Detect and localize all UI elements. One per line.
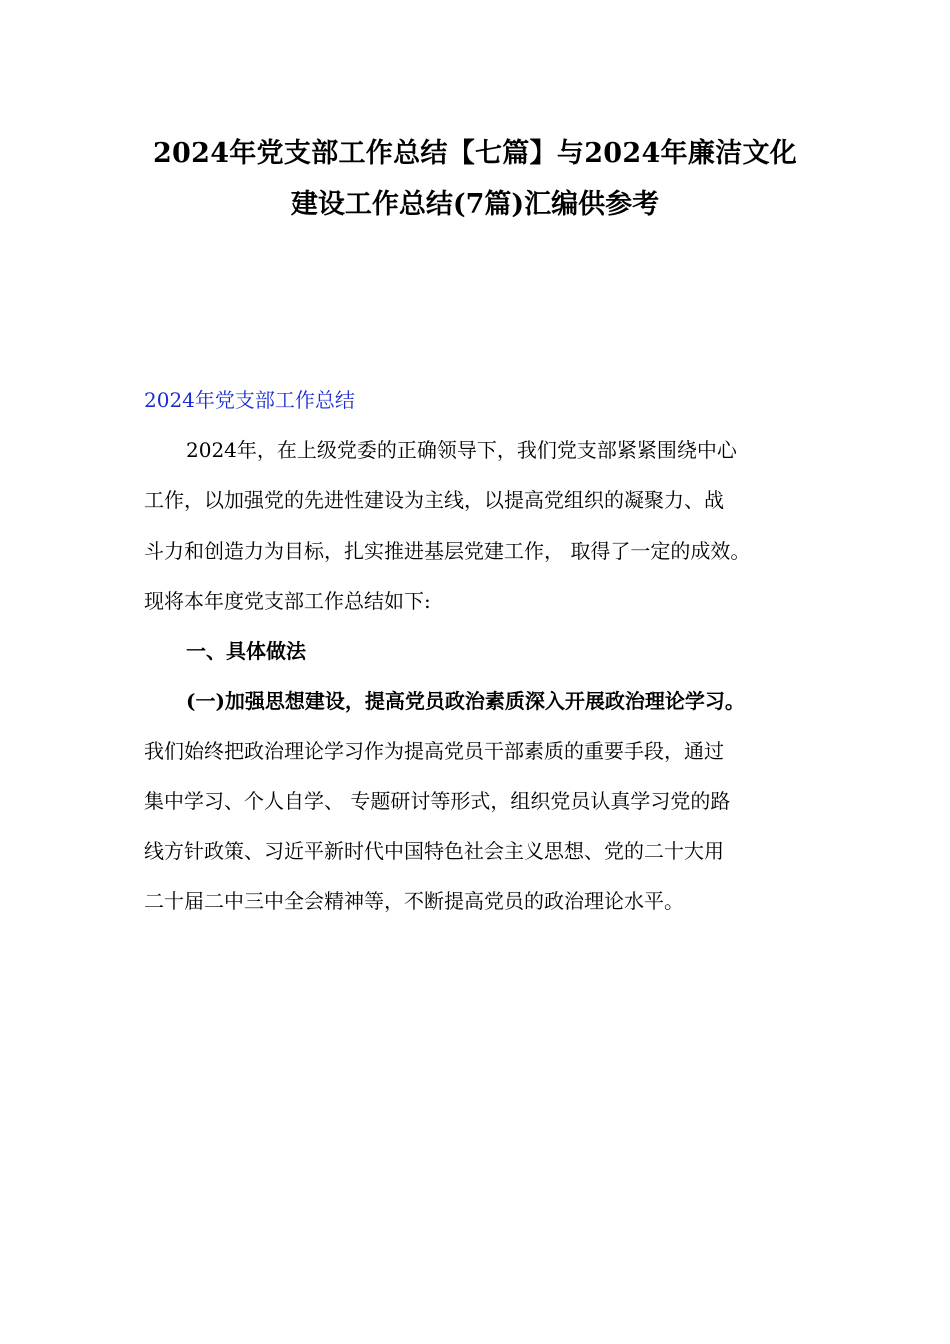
- document-title: [0, 128, 950, 230]
- point-paragraph-line: 集中学习、个人自学、 专题研讨等形式，组织党员认真学习党的路: [144, 789, 731, 813]
- subheading-concrete-practices: 一、具体做法: [186, 639, 306, 663]
- section-heading: 2024年党支部工作总结: [144, 388, 355, 412]
- intro-paragraph-line: 斗力和创造力为目标，扎实推进基层党建工作， 取得了一定的成效。: [144, 539, 751, 563]
- document-title-line-1: 2024年党支部工作总结【七篇】与2024年廉洁文化: [152, 138, 798, 169]
- intro-paragraph-line: 2024年，在上级党委的正确领导下，我们党支部紧紧围绕中心: [186, 438, 737, 462]
- intro-paragraph-line: 工作，以加强党的先进性建设为主线，以提高党组织的凝聚力、战: [144, 488, 724, 512]
- point-paragraph-line: 线方针政策、习近平新时代中国特色社会主义思想、党的二十大用: [144, 839, 724, 863]
- intro-paragraph-line: 现将本年度党支部工作总结如下:: [144, 589, 431, 613]
- document-title-line-2: 建设工作总结(7篇)汇编供参考: [290, 189, 660, 220]
- point-heading: (一)加强思想建设，提高党员政治素质深入开展政治理论学习。: [186, 689, 745, 713]
- point-paragraph-line: 我们始终把政治理论学习作为提高党员干部素质的重要手段，通过: [144, 739, 724, 763]
- point-paragraph-line: 二十届二中三中全会精神等，不断提高党员的政治理论水平。: [144, 889, 684, 913]
